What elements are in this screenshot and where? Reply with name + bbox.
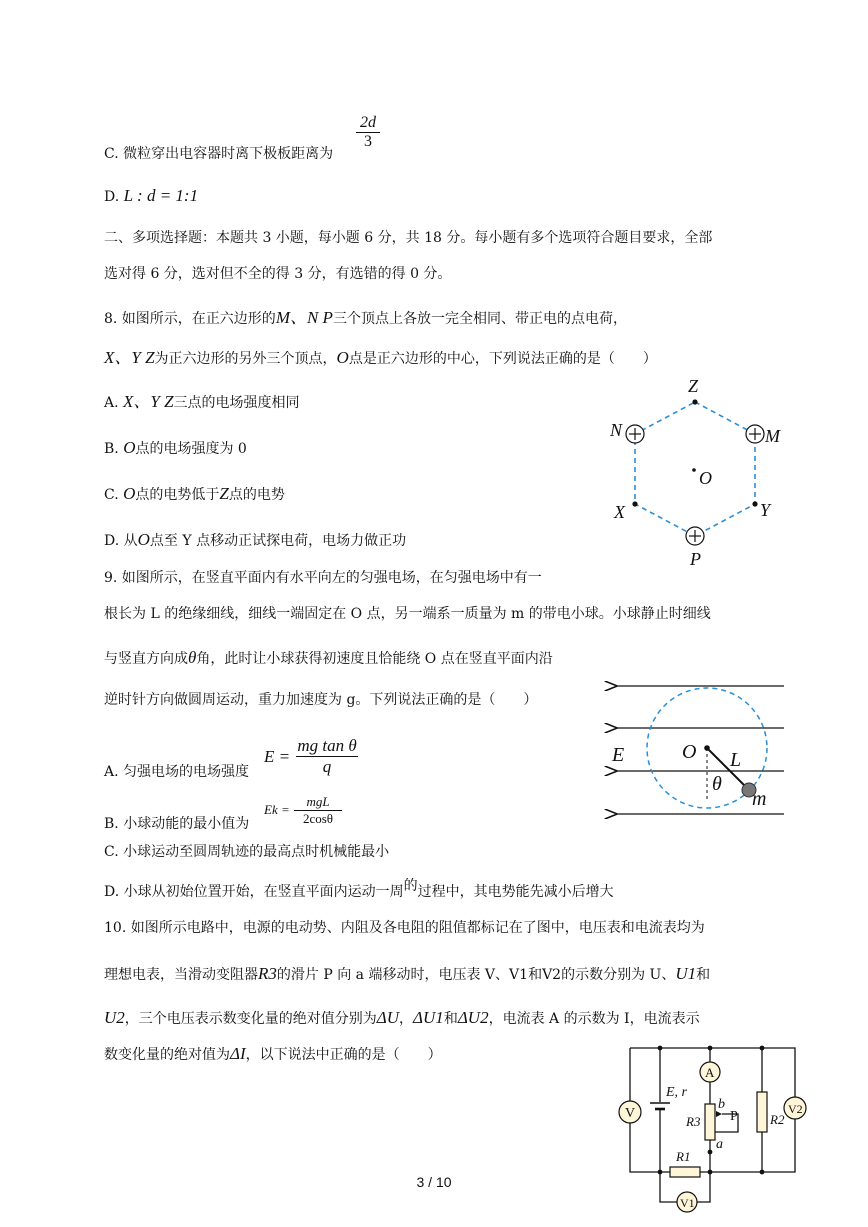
q8-option-c-tail: 点的电势 (228, 487, 285, 503)
q10-stem4-b: ，以下说法中正确的是（ ） (245, 1047, 442, 1063)
battery-icon (650, 1102, 670, 1110)
q9-stem-line3 (104, 648, 553, 669)
q10-circuit-figure (610, 1040, 810, 1222)
q10-stem2-v1: V1 (509, 967, 529, 983)
label-y: Y (760, 500, 771, 520)
q9-option-b: B. 小球动能的最小值为 (104, 816, 250, 832)
q10-stem4-a: 数变化量的绝对值为 (104, 1047, 230, 1063)
q10-stem3-sep: ， (399, 1011, 414, 1027)
q9-option-a: A. 匀强电场的电场强度 (104, 764, 250, 780)
q8-option-b (104, 438, 247, 459)
label-m: m (752, 788, 767, 810)
label-n: N (610, 420, 623, 440)
q8-option-a (104, 392, 300, 413)
label-er: E, r (666, 1085, 687, 1100)
formula-lhs: E = (264, 747, 291, 766)
q9-stem3-theta: θ (188, 648, 197, 667)
center-o-dot (692, 468, 696, 472)
q8-option-d-text: 点至 Y 点移动正试探电荷，电场力做正功 (149, 533, 407, 549)
label-p: P (730, 1109, 738, 1124)
formula-fraction (294, 794, 342, 827)
q10-stem3-du2: ΔU2 (457, 1008, 489, 1027)
q8-stem1-vars: M、N P (275, 308, 333, 327)
q8-hexagon-figure (600, 372, 800, 572)
q7-option-c-text: C. 微粒穿出电容器时离下极板距离为 (104, 146, 334, 162)
q10-stem4-di: ΔI (230, 1044, 246, 1063)
q9-option-d (104, 878, 614, 902)
label-a: a (716, 1137, 723, 1152)
q8-stem-line2 (104, 348, 657, 369)
fraction-numerator: mgL (306, 794, 330, 809)
q8-option-c-label: C. (104, 487, 119, 503)
fraction-denominator: 2cosθ (294, 810, 342, 827)
q10-stem2-v2: V2 (542, 967, 562, 983)
q10-stem-line3 (104, 1008, 700, 1029)
q9-stem-line2: 根长为 L 的绝缘细线，细线一端固定在 O 点，另一端系一质量为 m 的带电小球。小球静止时细线 (104, 606, 711, 622)
vertex-y-dot (752, 501, 757, 506)
fraction-numerator: 2d (360, 114, 376, 131)
fraction-denominator: 3 (356, 132, 380, 151)
q10-stem-line4 (104, 1044, 442, 1065)
q8-option-b-text: 点的电场强度为 0 (135, 441, 247, 457)
label-z: Z (688, 376, 699, 396)
charge-p-icon (686, 527, 704, 545)
q9-stem3-b: 角，此时让小球获得初速度且恰能绕 O 点在竖直平面内沿 (196, 651, 553, 667)
q8-stem2-vars: X、Y Z (104, 348, 155, 367)
label-v1: V1 (680, 1196, 695, 1210)
vertex-z-dot (692, 399, 697, 404)
q8-option-d (104, 530, 406, 551)
q8-stem1-a: 8. 如图所示，在正六边形的 (104, 311, 276, 327)
fraction-denominator: q (296, 756, 358, 777)
label-r3: R3 (686, 1114, 701, 1129)
q9-stem-line1: 9. 如图所示，在竖直平面内有水平向左的匀强电场，在匀强电场中有一 (104, 570, 542, 586)
label-r1: R1 (676, 1149, 691, 1164)
resistor-r3 (705, 1104, 715, 1140)
section2-line2: 选对得 6 分，选对但不全的得 3 分，有选错的得 0 分。 (104, 266, 452, 282)
label-p: P (690, 549, 701, 569)
formula-lhs: Ek = (264, 802, 290, 817)
label-o: O (682, 741, 697, 763)
page-number: 3 / 10 (416, 1174, 452, 1190)
q10-stem3-du: ΔU (376, 1008, 400, 1027)
section2-line1: 二、多项选择题：本题共 3 小题，每小题 6 分，共 18 分。每小题有多个选项符合题目要求，全部 (104, 230, 713, 246)
resistor-r2 (757, 1092, 767, 1132)
charge-n-icon (626, 425, 644, 443)
q10-stem3-and: 和 (443, 1011, 458, 1027)
pivot-dot (704, 745, 710, 751)
q8-option-a-vars: X、Y Z (123, 392, 174, 411)
q7-option-d (104, 186, 198, 207)
q10-stem3-a: ，三个电压表示数变化量的绝对值分别为 (124, 1011, 377, 1027)
q8-option-c-z: Z (219, 484, 229, 503)
ammeter-icon (700, 1062, 720, 1082)
fraction-numerator: mg tan θ (297, 736, 357, 755)
q8-stem2-o: O (336, 348, 349, 367)
q9-option-c: C. 小球运动至圆周轨迹的最高点时机械能最小 (104, 844, 390, 860)
q8-option-c-text: 点的电势低于 (135, 487, 220, 503)
q10-stem2-d: 和 (696, 967, 711, 983)
formula-fraction (296, 736, 358, 777)
label-r2: R2 (770, 1112, 785, 1127)
q9-option-d-de: 的 (403, 878, 418, 894)
label-o: O (699, 468, 712, 488)
label-b: b (718, 1097, 725, 1112)
q7-option-d-expr: L : d = 1:1 (123, 186, 199, 205)
label-v2: V2 (788, 1102, 803, 1116)
label-e: E (612, 744, 625, 766)
q9-option-d-a: D. 小球从初始位置开始，在竖直平面内运动一周 (104, 884, 404, 900)
label-x: X (614, 502, 625, 522)
q8-stem1-b: 三个顶点上各放一完全相同、带正电的点电荷， (332, 311, 627, 327)
q10-stem2-u1: U1 (675, 964, 697, 983)
q10-stem3-b: ，电流表 A 的示数为 I，电流表示 (488, 1011, 700, 1027)
q8-stem2-b: 点是正六边形的中心，下列说法正确的是（ ） (348, 351, 657, 367)
q8-option-c-o: O (123, 484, 136, 503)
label-l: L (730, 749, 742, 771)
q8-option-c (104, 484, 285, 505)
q8-option-a-label: A. (104, 395, 119, 411)
q10-stem-line1: 10. 如图所示电路中，电源的电动势、内阻及各电阻的阻值都标记在了图中，电压表和电流表均为 (104, 920, 705, 936)
ammeter-label: A (705, 1065, 715, 1080)
q8-stem-line1 (104, 308, 627, 329)
vertex-x-dot (632, 501, 637, 506)
label-theta: θ (712, 773, 722, 795)
q9-field-figure (604, 672, 794, 824)
q9-option-d-b: 过程中，其电势能先减小后增大 (417, 884, 614, 900)
q10-stem2-c: 的示数分别为 U、 (561, 967, 676, 983)
q10-stem3-u2: U2 (104, 1008, 125, 1027)
q7-option-d-label: D. (104, 189, 120, 205)
charge-m-icon (746, 425, 764, 443)
voltmeter-v-label: V (625, 1106, 636, 1121)
q10-stem2-r3: R3 (258, 964, 277, 983)
q10-stem2-a: 理想电表，当滑动变阻器 (104, 967, 258, 983)
q8-option-b-o: O (123, 438, 136, 457)
q9-stem3-a: 与竖直方向成 (104, 651, 188, 667)
q10-stem2-and: 和 (528, 967, 543, 983)
q8-option-a-text: 三点的电场强度相同 (173, 395, 300, 411)
q9-stem-line4: 逆时针方向做圆周运动，重力加速度为 g。下列说法正确的是（ ） (104, 692, 538, 708)
q7-option-c-fraction (356, 114, 380, 151)
q8-stem2-a: 为正六边形的另外三个顶点， (154, 351, 337, 367)
q10-stem-line2 (104, 964, 710, 985)
q8-option-d-o: O (137, 530, 150, 549)
voltmeter-v-icon (619, 1101, 641, 1123)
q8-option-d-label: D. 从 (104, 533, 138, 549)
q7-option-c (104, 144, 333, 164)
q10-stem2-b: 的滑片 P 向 a 端移动时，电压表 V、 (276, 967, 510, 983)
q10-stem3-du1: ΔU1 (413, 1008, 444, 1027)
label-m: M (765, 426, 780, 446)
q8-option-b-label: B. (104, 441, 119, 457)
